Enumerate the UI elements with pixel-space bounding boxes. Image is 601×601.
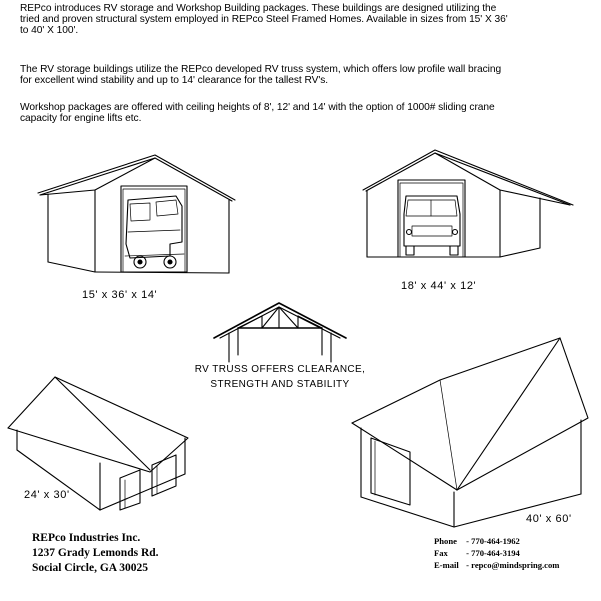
company-address <box>32 531 159 576</box>
rv-truss-drawing <box>214 303 346 362</box>
building-1-rv-storage <box>38 155 235 273</box>
building-4-size-label: 40' x 60' <box>526 513 572 525</box>
email-label: E-mail <box>434 560 459 570</box>
intro-p2-line-2: for excellent wind stability and up to 14' clearance for the tallest RV's. <box>20 75 329 86</box>
building-3-size-label: 24' x 30' <box>24 489 70 501</box>
intro-p3-line-1: Workshop packages are offered with ceiling heights of 8', 12' and 14' with the option of 1000# sliding crane <box>20 102 495 113</box>
contact-info <box>434 535 559 571</box>
building-4-workshop <box>352 338 588 527</box>
email-row <box>434 559 559 571</box>
truss-caption-line-2: STRENGTH AND STABILITY <box>210 379 350 390</box>
fax-row <box>434 547 559 559</box>
building-1-size-label: 15' x 36' x 14' <box>82 289 158 301</box>
company-name: REPco Industries Inc. <box>32 532 141 544</box>
intro-p2-line-1: The RV storage buildings utilize the REPco developed RV truss system, which offers low profile wall bracing <box>20 64 502 75</box>
fax-label: Fax <box>434 548 448 558</box>
intro-p3-line-2: capacity for engine lifts etc. <box>20 113 142 124</box>
intro-p1-line-3: to 40' X 100'. <box>20 25 79 36</box>
building-2-size-label: 18' x 44' x 12' <box>401 280 477 292</box>
phone-row <box>434 535 559 547</box>
phone-number: - 770-464-1962 <box>466 536 520 546</box>
truss-caption <box>190 362 370 392</box>
email-address: - repco@mindspring.com <box>466 560 560 570</box>
intro-p1-line-2: tried and proven structural system employed in REPco Steel Framed Homes. Available in sizes from 15' X 36' <box>20 14 508 25</box>
company-street: 1237 Grady Lemonds Rd. <box>32 547 159 559</box>
intro-p1-line-1: REPco introduces RV storage and Workshop Building packages. These buildings are designed utilizing the <box>20 3 497 14</box>
truss-caption-line-1: RV TRUSS OFFERS CLEARANCE, <box>194 364 366 375</box>
phone-label: Phone <box>434 536 457 546</box>
company-city: Social Circle, GA 30025 <box>32 562 149 574</box>
fax-number: - 770-464-3194 <box>466 548 520 558</box>
building-2-rv-storage <box>363 150 573 257</box>
